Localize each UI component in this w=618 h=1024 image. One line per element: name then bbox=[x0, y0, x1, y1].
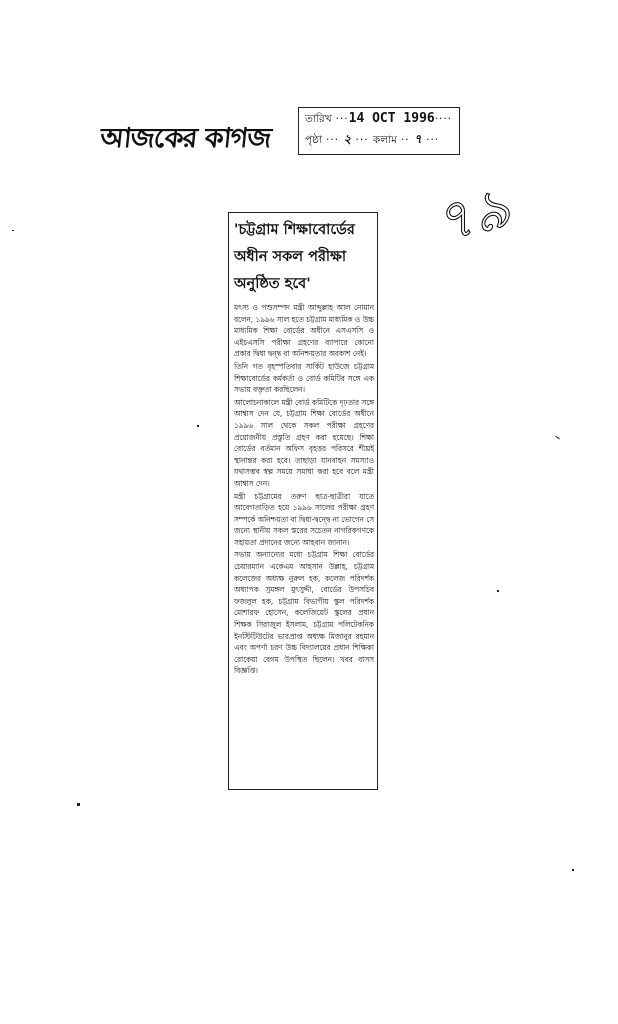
stamp-column-label: কলাম bbox=[372, 134, 397, 146]
article-paragraph: মৎস্য ও পশুসম্পদ মন্ত্রী আব্দুল্লাহ আল নোমান বলেন, ১৯৯৬ সাল হতে চট্টগ্রাম মাধ্যমিক ও উচ্চ মাধ্যমিক শিক্ষা বোর্ডের অধীনে এসএসসি ও এইচএসসি পরীক্ষা গ্রহণের ব্যাপারে কোনো প্রকার দ্বিধা দ্বন্দ্ব বা অনিশ্চয়তার অবকাশ নেই। bbox=[234, 303, 374, 359]
article-headline bbox=[234, 217, 374, 298]
stamp-date-value: 14 OCT 1996 bbox=[348, 111, 435, 126]
stamp-page-row bbox=[305, 131, 453, 151]
headline-line: অনুষ্ঠিত হবে' bbox=[234, 276, 311, 292]
scan-speck bbox=[12, 230, 14, 231]
stamp-date-label: তারিখ bbox=[305, 113, 332, 125]
article-paragraph: আলোচনাকালে মন্ত্রী বোর্ড কমিটিকে দৃঢ়তার সঙ্গে আশ্বাস দেন যে, চট্টগ্রাম শিক্ষা বোর্ডের অধীনে ১৯৯৬ সাল থেকে সকল পরীক্ষা গ্রহণের প্রয়োজনীয় প্রস্তুতি গ্রহণ করা হয়েছে। শিক্ষা বোর্ডের বর্তমান অফিস বৃহত্তর পরিসরে শীঘ্রই স্থানান্তর করা হবে। তাছাড়া যানবাহন সমস্যাও যথাসম্ভব স্বল্প সময়ে সমাধা করা হবে বলে মন্ত্রী আশ্বাস দেন। bbox=[234, 397, 374, 488]
stamp-dots: ···· bbox=[434, 113, 453, 125]
stamp-date-row bbox=[305, 111, 453, 131]
scan-speck bbox=[497, 590, 499, 592]
scan-speck bbox=[197, 425, 199, 427]
article-body bbox=[234, 302, 374, 677]
stamp-column-value: ৭ bbox=[413, 132, 422, 146]
stamp-dots: ··· bbox=[335, 113, 349, 125]
headline-line: 'চট্টগ্রাম শিক্ষাবোর্ডের bbox=[234, 222, 355, 238]
article-paragraph: মন্ত্রী চট্টগ্রামের তরুণ ছাত্র-ছাত্রীরা যাতে আবেগতাড়িত হয়ে ১৯৯৬ সালের পরীক্ষা গ্রহণ সম্পর্কে অনিশ্চয়তা বা দ্বিধা-দ্বন্দ্বে না ভোগেন সে জন্যে স্থানীয় সকল স্তরের সচেতন নাগরিকগণকে সহায়তা প্রদানের জন্যে আহবান জানান। bbox=[234, 491, 374, 547]
stamp-dots: ··· bbox=[326, 134, 344, 146]
article-paragraph: সভায় অন্যান্যের মধ্যে চট্টগ্রাম শিক্ষা বোর্ডের চেয়ারম্যান একেএম আহসান উল্লাহ, চট্টগ্রাম কলেজের অধ্যক্ষ নুরুল হক, কলেজ পরিদর্শক অধ্যাপক সুমঙ্গল মুৎসুদ্দী, বোর্ডের উপসচিব ফজলুল হক, চট্টগ্রাম বিভাগীয় স্কুল পরিদর্শক মোশারফ হোসেন, কলেজিয়েট স্কুলের প্রধান শিক্ষক সিরাজুল ইসলাম, চট্টগ্রাম পলিটেকনিক ইনস্টিটিউটের ভারপ্রাপ্ত অধ্যক্ষ মিজানুর রহমান এবং অপর্ণা চরণ উচ্চ বিদ্যালয়ের প্রধান শিক্ষিকা রোকেয়া বেগম উপস্থিত ছিলেন। খবর বাসস বিজ্ঞপ্তি। bbox=[234, 550, 374, 676]
headline-line: অধীন সকল পরীক্ষা bbox=[234, 249, 347, 265]
newspaper-name: আজকের কাগজ bbox=[98, 123, 273, 154]
stamp-page-value: ২ bbox=[343, 132, 352, 146]
date-stamp bbox=[298, 107, 460, 155]
handwritten-number: ৭৯ bbox=[428, 174, 519, 257]
stamp-dots: ·· bbox=[400, 134, 414, 146]
article-paragraph: তিনি গত বৃহস্পতিবার সার্কিট হাউজে চট্টগ্রাম শিক্ষাবোর্ডের কর্মকর্তা ও বোর্ড কমিটির সঙ্গে এক সভায় বক্তৃতা করছিলেন। bbox=[234, 361, 374, 395]
scan-speck bbox=[555, 436, 560, 440]
scan-speck bbox=[77, 803, 80, 806]
stamp-dots: ··· bbox=[421, 134, 440, 146]
scan-speck bbox=[572, 869, 574, 871]
stamp-page-label: পৃষ্ঠা bbox=[305, 134, 323, 146]
news-clipping bbox=[228, 212, 378, 790]
stamp-dots: ··· bbox=[351, 134, 373, 146]
